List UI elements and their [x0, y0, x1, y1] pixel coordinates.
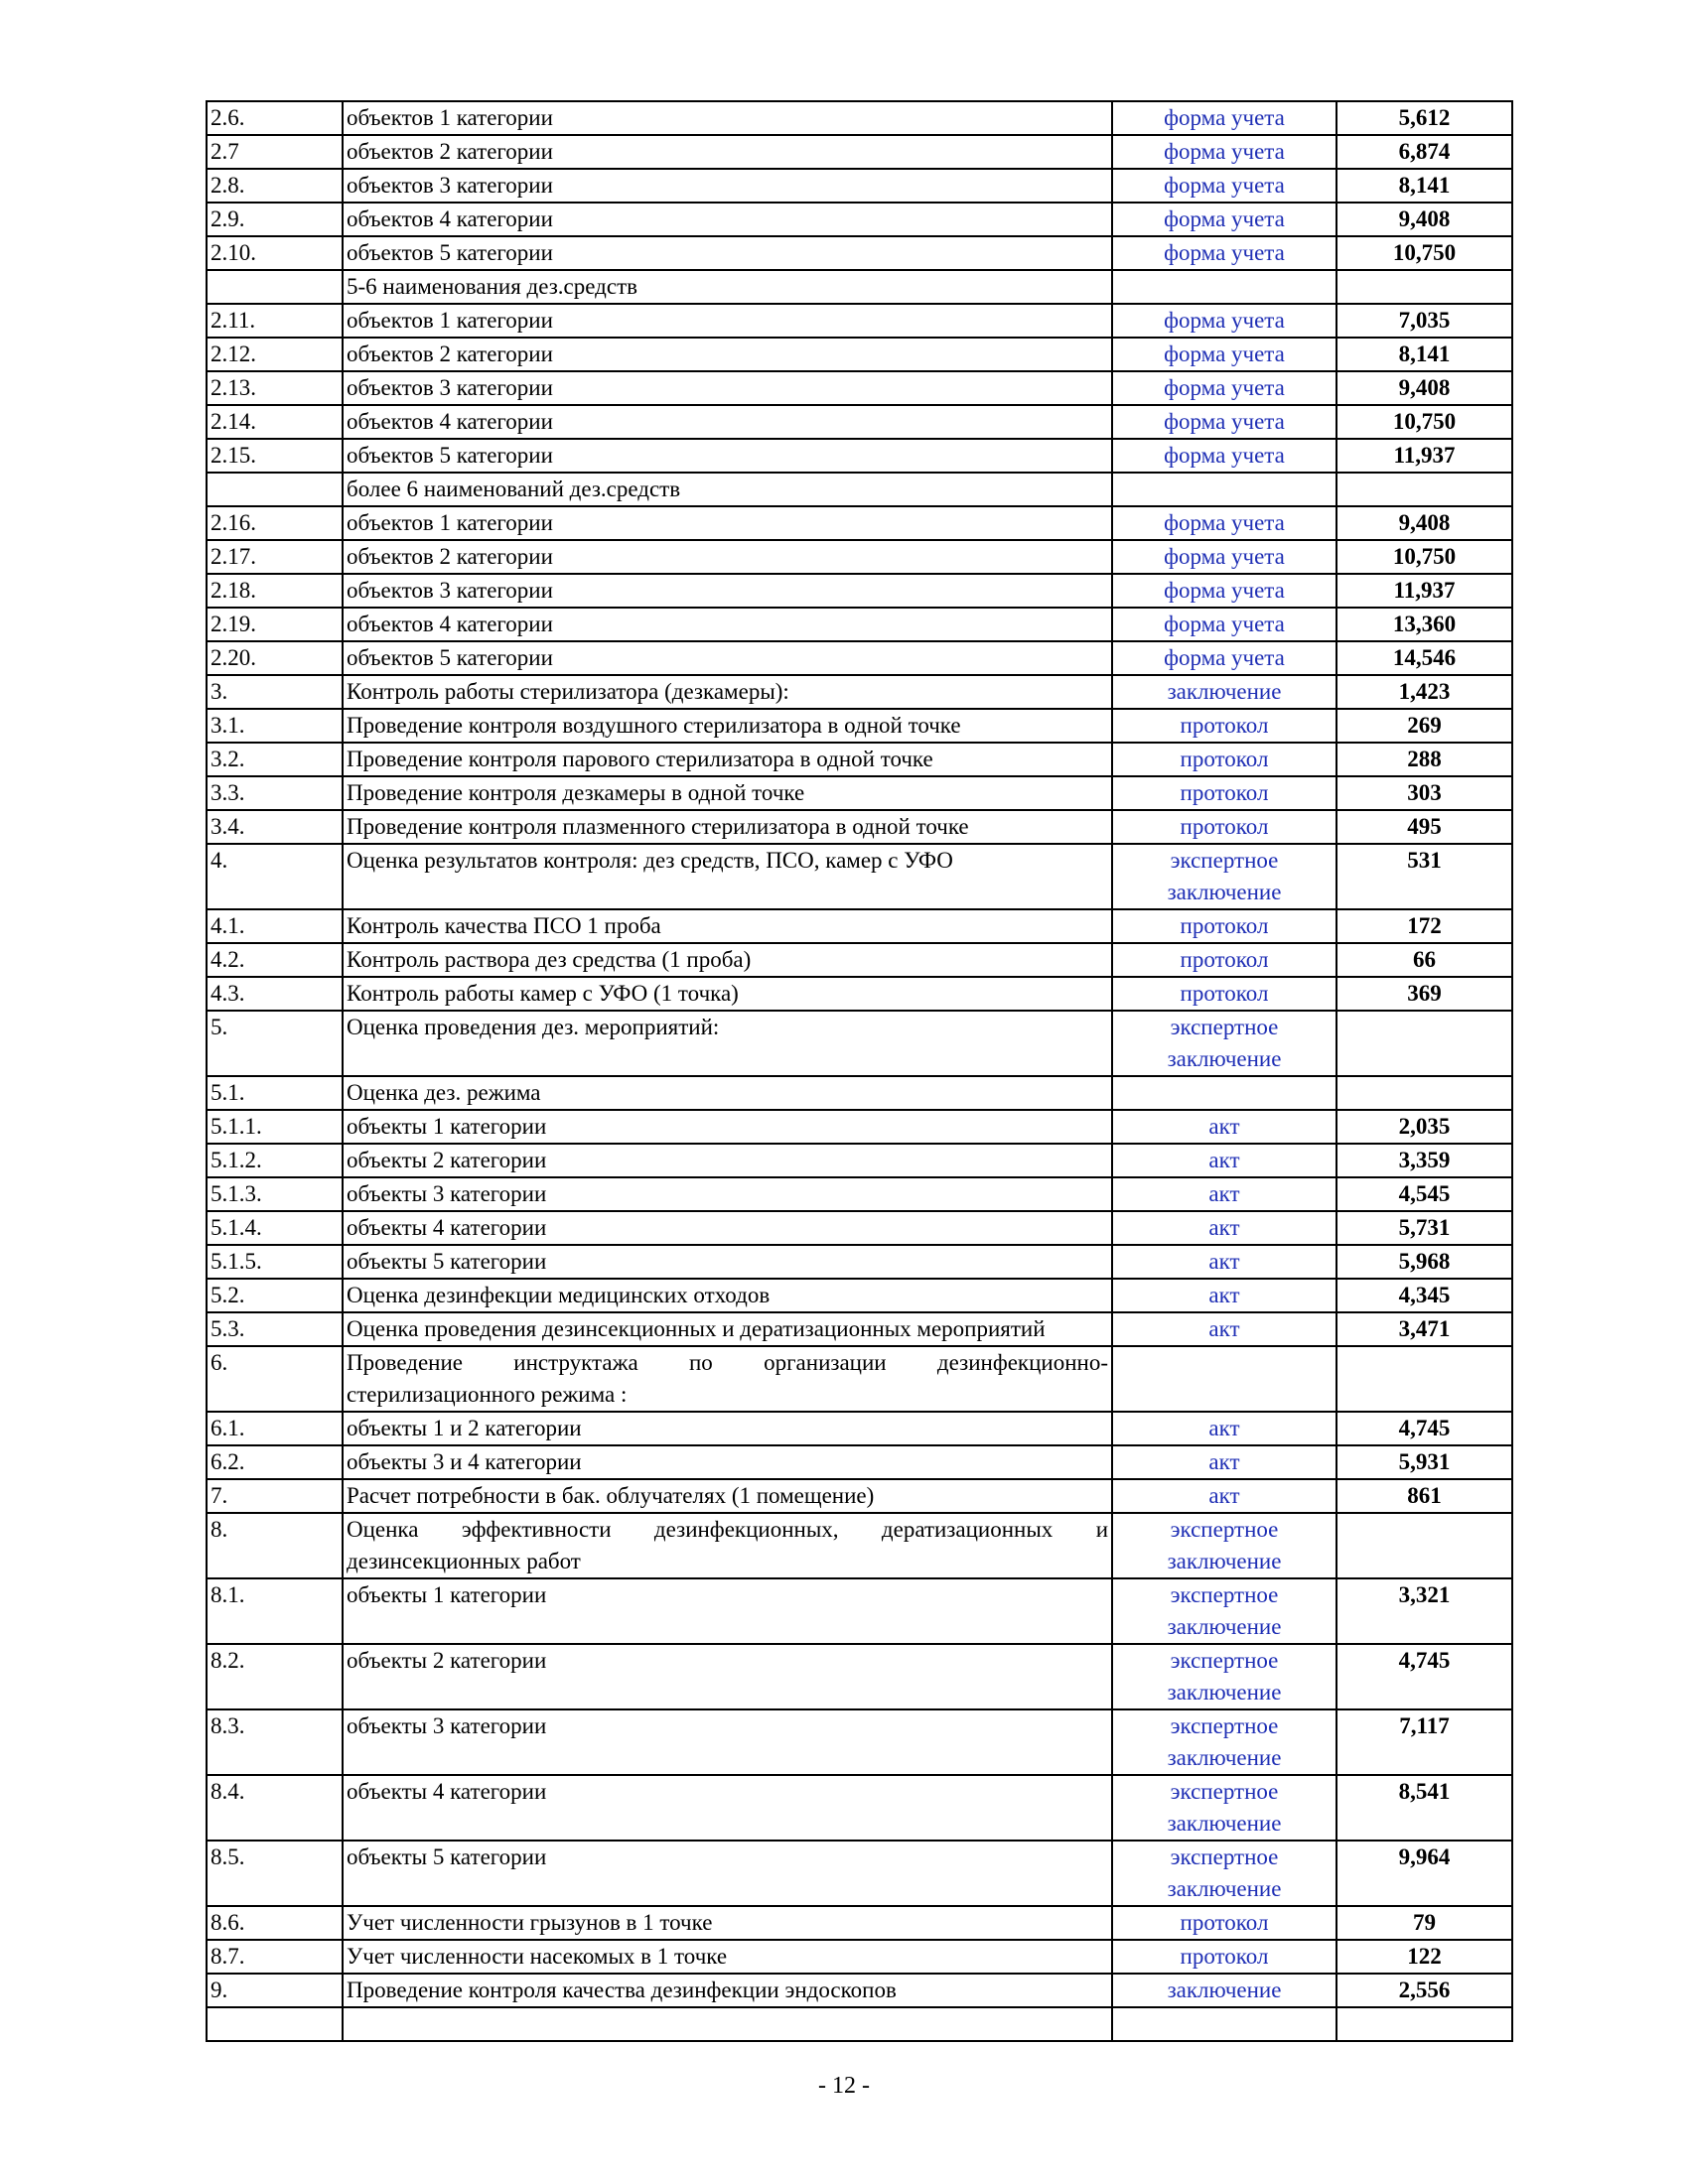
document-type-cell: форма учета: [1112, 169, 1336, 203]
price-cell: 5,612: [1336, 101, 1512, 135]
document-type-cell: [1112, 270, 1336, 304]
table-row: [207, 135, 1512, 169]
service-name-cell: Проведение контроля парового стерилизатора в одной точке: [343, 743, 1112, 776]
table-row: [207, 236, 1512, 270]
table-row: [207, 304, 1512, 338]
service-name-cell: Контроль раствора дез средства (1 проба): [343, 943, 1112, 977]
price-cell: [1336, 1011, 1512, 1076]
service-name-cell: объекты 4 категории: [343, 1775, 1112, 1841]
table-row: [207, 540, 1512, 574]
price-cell: 269: [1336, 709, 1512, 743]
table-row: [207, 1841, 1512, 1906]
price-cell: 9,408: [1336, 203, 1512, 236]
table-row: [207, 909, 1512, 943]
document-type-cell: протокол: [1112, 909, 1336, 943]
service-name-cell: Оценка дезинфекции медицинских отходов: [343, 1279, 1112, 1312]
service-name-cell: Проведение контроля воздушного стерилизатора в одной точке: [343, 709, 1112, 743]
price-table-body: [207, 101, 1512, 2041]
price-cell: 2,556: [1336, 1974, 1512, 2007]
document-type-cell: экспертное заключение: [1112, 1011, 1336, 1076]
service-name-cell: объекты 5 категории: [343, 1245, 1112, 1279]
document-type-cell: акт: [1112, 1279, 1336, 1312]
page-number: - 12 -: [818, 2073, 870, 2099]
item-number-cell: 5.1.5.: [207, 1245, 343, 1279]
price-table: [206, 100, 1513, 2042]
price-cell: [1336, 473, 1512, 506]
price-cell: 3,359: [1336, 1144, 1512, 1177]
table-row: [207, 203, 1512, 236]
table-row: [207, 1709, 1512, 1775]
price-cell: 5,731: [1336, 1211, 1512, 1245]
service-name-cell: объектов 1 категории: [343, 506, 1112, 540]
table-row: [207, 1906, 1512, 1940]
service-name-cell: объектов 3 категории: [343, 169, 1112, 203]
service-name-cell: объектов 4 категории: [343, 203, 1112, 236]
table-row: [207, 405, 1512, 439]
item-number-cell: 3.4.: [207, 810, 343, 844]
service-name-cell: Проведение контроля качества дезинфекции эндоскопов: [343, 1974, 1112, 2007]
price-cell: 122: [1336, 1940, 1512, 1974]
service-name-cell: объектов 4 категории: [343, 608, 1112, 641]
document-type-cell: акт: [1112, 1211, 1336, 1245]
service-name-cell: объектов 5 категории: [343, 236, 1112, 270]
document-type-cell: форма учета: [1112, 236, 1336, 270]
document-type-cell: форма учета: [1112, 405, 1336, 439]
service-name-cell: объекты 1 категории: [343, 1110, 1112, 1144]
table-row: [207, 1011, 1512, 1076]
document-type-cell: заключение: [1112, 1974, 1336, 2007]
service-name-cell: Проведение контроля дезкамеры в одной точке: [343, 776, 1112, 810]
table-row: [207, 1177, 1512, 1211]
price-cell: [1336, 1513, 1512, 1578]
service-name-cell: объектов 4 категории: [343, 405, 1112, 439]
service-name-cell: Учет численности грызунов в 1 точке: [343, 1906, 1112, 1940]
price-cell: 861: [1336, 1479, 1512, 1513]
document-type-cell: форма учета: [1112, 439, 1336, 473]
price-cell: [1336, 270, 1512, 304]
document-type-cell: [1112, 2007, 1336, 2041]
item-number-cell: 2.11.: [207, 304, 343, 338]
item-number-cell: 8.2.: [207, 1644, 343, 1709]
service-name-cell: Проведение контроля плазменного стерилизатора в одной точке: [343, 810, 1112, 844]
service-name-cell: объектов 3 категории: [343, 574, 1112, 608]
item-number-cell: 8.: [207, 1513, 343, 1578]
service-name-cell: более 6 наименований дез.средств: [343, 473, 1112, 506]
document-type-cell: форма учета: [1112, 135, 1336, 169]
document-type-cell: экспертное заключение: [1112, 844, 1336, 909]
document-type-cell: акт: [1112, 1144, 1336, 1177]
service-name-cell: объекты 5 категории: [343, 1841, 1112, 1906]
price-cell: 5,968: [1336, 1245, 1512, 1279]
document-type-cell: акт: [1112, 1479, 1336, 1513]
service-name-cell: объекты 1 и 2 категории: [343, 1412, 1112, 1445]
document-type-cell: экспертное заключение: [1112, 1644, 1336, 1709]
service-name-cell: Контроль работы стерилизатора (дезкамеры):: [343, 675, 1112, 709]
service-name-cell: объектов 2 категории: [343, 540, 1112, 574]
price-cell: 495: [1336, 810, 1512, 844]
service-name-cell: Оценка дез. режима: [343, 1076, 1112, 1110]
item-number-cell: 8.1.: [207, 1578, 343, 1644]
price-cell: 4,545: [1336, 1177, 1512, 1211]
item-number-cell: 3.2.: [207, 743, 343, 776]
table-row: [207, 169, 1512, 203]
document-type-cell: экспертное заключение: [1112, 1775, 1336, 1841]
price-cell: 6,874: [1336, 135, 1512, 169]
document-type-cell: заключение: [1112, 675, 1336, 709]
table-row: [207, 473, 1512, 506]
price-cell: 79: [1336, 1906, 1512, 1940]
table-row: [207, 1775, 1512, 1841]
price-cell: 10,750: [1336, 236, 1512, 270]
service-name-cell: объекты 3 и 4 категории: [343, 1445, 1112, 1479]
item-number-cell: [207, 2007, 343, 2041]
price-cell: 8,141: [1336, 169, 1512, 203]
service-name-cell: объектов 3 категории: [343, 371, 1112, 405]
price-cell: 9,408: [1336, 371, 1512, 405]
item-number-cell: 2.7: [207, 135, 343, 169]
item-number-cell: 2.18.: [207, 574, 343, 608]
table-row: [207, 1974, 1512, 2007]
table-row: [207, 810, 1512, 844]
price-cell: 531: [1336, 844, 1512, 909]
price-cell: 1,423: [1336, 675, 1512, 709]
price-cell: 5,931: [1336, 1445, 1512, 1479]
document-type-cell: форма учета: [1112, 101, 1336, 135]
table-row: [207, 1644, 1512, 1709]
table-row: [207, 1346, 1512, 1412]
service-name-cell: Учет численности насекомых в 1 точке: [343, 1940, 1112, 1974]
service-name-cell: Оценка результатов контроля: дез средств, ПСО, камер с УФО: [343, 844, 1112, 909]
table-row: [207, 101, 1512, 135]
table-row: [207, 1279, 1512, 1312]
item-number-cell: 2.14.: [207, 405, 343, 439]
document-type-cell: форма учета: [1112, 574, 1336, 608]
price-cell: 7,035: [1336, 304, 1512, 338]
document-type-cell: форма учета: [1112, 203, 1336, 236]
document-type-cell: протокол: [1112, 1906, 1336, 1940]
price-cell: 10,750: [1336, 405, 1512, 439]
table-row: [207, 574, 1512, 608]
item-number-cell: 8.7.: [207, 1940, 343, 1974]
price-cell: 66: [1336, 943, 1512, 977]
document-type-cell: форма учета: [1112, 540, 1336, 574]
document-type-cell: экспертное заключение: [1112, 1578, 1336, 1644]
item-number-cell: 5.1.2.: [207, 1144, 343, 1177]
document-type-cell: [1112, 1346, 1336, 1412]
item-number-cell: 4.2.: [207, 943, 343, 977]
table-row: [207, 977, 1512, 1011]
document-type-cell: форма учета: [1112, 506, 1336, 540]
table-row: [207, 439, 1512, 473]
table-row: [207, 2007, 1512, 2041]
service-name-cell: объекты 3 категории: [343, 1177, 1112, 1211]
table-row: [207, 743, 1512, 776]
item-number-cell: 2.13.: [207, 371, 343, 405]
document-type-cell: протокол: [1112, 743, 1336, 776]
price-cell: [1336, 1076, 1512, 1110]
service-name-cell: объекты 3 категории: [343, 1709, 1112, 1775]
item-number-cell: 6.2.: [207, 1445, 343, 1479]
table-row: [207, 1211, 1512, 1245]
price-cell: 7,117: [1336, 1709, 1512, 1775]
service-name-cell: Расчет потребности в бак. облучателях (1 помещение): [343, 1479, 1112, 1513]
item-number-cell: 5.3.: [207, 1312, 343, 1346]
document-type-cell: акт: [1112, 1412, 1336, 1445]
document-type-cell: протокол: [1112, 943, 1336, 977]
table-row: [207, 641, 1512, 675]
item-number-cell: 8.6.: [207, 1906, 343, 1940]
document-type-cell: акт: [1112, 1177, 1336, 1211]
table-row: [207, 1513, 1512, 1578]
item-number-cell: 2.6.: [207, 101, 343, 135]
document-type-cell: акт: [1112, 1312, 1336, 1346]
service-name-cell: объекты 1 категории: [343, 1578, 1112, 1644]
item-number-cell: 4.: [207, 844, 343, 909]
item-number-cell: [207, 473, 343, 506]
price-cell: 8,141: [1336, 338, 1512, 371]
table-row: [207, 371, 1512, 405]
item-number-cell: 9.: [207, 1974, 343, 2007]
service-name-cell: Оценка проведения дез. мероприятий:: [343, 1011, 1112, 1076]
document-type-cell: акт: [1112, 1110, 1336, 1144]
document-type-cell: протокол: [1112, 776, 1336, 810]
item-number-cell: 2.16.: [207, 506, 343, 540]
price-cell: 11,937: [1336, 574, 1512, 608]
service-name-cell: объектов 2 категории: [343, 135, 1112, 169]
table-row: [207, 1412, 1512, 1445]
table-row: [207, 709, 1512, 743]
price-cell: 172: [1336, 909, 1512, 943]
table-row: [207, 1110, 1512, 1144]
price-cell: 2,035: [1336, 1110, 1512, 1144]
price-cell: 303: [1336, 776, 1512, 810]
document-type-cell: протокол: [1112, 709, 1336, 743]
price-cell: 3,471: [1336, 1312, 1512, 1346]
table-row: [207, 675, 1512, 709]
item-number-cell: 2.9.: [207, 203, 343, 236]
document-type-cell: форма учета: [1112, 608, 1336, 641]
item-number-cell: 4.3.: [207, 977, 343, 1011]
service-name-cell: Оценка эффективности дезинфекционных, дератизационных и дезинсекционных работ: [343, 1513, 1112, 1578]
document-type-cell: экспертное заключение: [1112, 1513, 1336, 1578]
price-cell: 9,964: [1336, 1841, 1512, 1906]
item-number-cell: 5.: [207, 1011, 343, 1076]
item-number-cell: 2.17.: [207, 540, 343, 574]
service-name-cell: объекты 2 категории: [343, 1644, 1112, 1709]
price-cell: 9,408: [1336, 506, 1512, 540]
document-type-cell: [1112, 1076, 1336, 1110]
service-name-cell: объектов 5 категории: [343, 439, 1112, 473]
item-number-cell: 3.3.: [207, 776, 343, 810]
document-type-cell: акт: [1112, 1445, 1336, 1479]
item-number-cell: 6.: [207, 1346, 343, 1412]
item-number-cell: 5.1.4.: [207, 1211, 343, 1245]
table-row: [207, 608, 1512, 641]
item-number-cell: 5.2.: [207, 1279, 343, 1312]
document-type-cell: форма учета: [1112, 641, 1336, 675]
service-name-cell: Контроль качества ПСО 1 проба: [343, 909, 1112, 943]
item-number-cell: 8.5.: [207, 1841, 343, 1906]
item-number-cell: 5.1.3.: [207, 1177, 343, 1211]
table-row: [207, 1940, 1512, 1974]
price-cell: [1336, 1346, 1512, 1412]
service-name-cell: объекты 2 категории: [343, 1144, 1112, 1177]
document-type-cell: протокол: [1112, 977, 1336, 1011]
service-name-cell: объектов 1 категории: [343, 101, 1112, 135]
document-type-cell: протокол: [1112, 1940, 1336, 1974]
item-number-cell: 2.19.: [207, 608, 343, 641]
table-row: [207, 776, 1512, 810]
table-row: [207, 1479, 1512, 1513]
item-number-cell: 3.1.: [207, 709, 343, 743]
price-cell: 10,750: [1336, 540, 1512, 574]
price-cell: 3,321: [1336, 1578, 1512, 1644]
document-type-cell: акт: [1112, 1245, 1336, 1279]
item-number-cell: 5.1.1.: [207, 1110, 343, 1144]
price-cell: 14,546: [1336, 641, 1512, 675]
item-number-cell: 3.: [207, 675, 343, 709]
item-number-cell: 2.10.: [207, 236, 343, 270]
table-row: [207, 338, 1512, 371]
item-number-cell: 8.4.: [207, 1775, 343, 1841]
price-cell: 13,360: [1336, 608, 1512, 641]
table-row: [207, 844, 1512, 909]
service-name-cell: объекты 4 категории: [343, 1211, 1112, 1245]
table-row: [207, 1245, 1512, 1279]
table-row: [207, 943, 1512, 977]
service-name-cell: объектов 5 категории: [343, 641, 1112, 675]
service-name-cell: 5-6 наименования дез.средств: [343, 270, 1112, 304]
table-row: [207, 506, 1512, 540]
document-type-cell: форма учета: [1112, 304, 1336, 338]
table-row: [207, 1578, 1512, 1644]
item-number-cell: 5.1.: [207, 1076, 343, 1110]
item-number-cell: 2.15.: [207, 439, 343, 473]
service-name-cell: Оценка проведения дезинсекционных и дератизационных мероприятий: [343, 1312, 1112, 1346]
price-cell: 4,745: [1336, 1412, 1512, 1445]
service-name-cell: [343, 2007, 1112, 2041]
item-number-cell: 2.20.: [207, 641, 343, 675]
document-type-cell: форма учета: [1112, 338, 1336, 371]
document-type-cell: протокол: [1112, 810, 1336, 844]
price-cell: 4,745: [1336, 1644, 1512, 1709]
price-cell: 11,937: [1336, 439, 1512, 473]
item-number-cell: 7.: [207, 1479, 343, 1513]
price-cell: 4,345: [1336, 1279, 1512, 1312]
document-type-cell: экспертное заключение: [1112, 1709, 1336, 1775]
price-cell: [1336, 2007, 1512, 2041]
document-type-cell: форма учета: [1112, 371, 1336, 405]
item-number-cell: [207, 270, 343, 304]
item-number-cell: 6.1.: [207, 1412, 343, 1445]
service-name-cell: объектов 1 категории: [343, 304, 1112, 338]
price-cell: 369: [1336, 977, 1512, 1011]
price-cell: 288: [1336, 743, 1512, 776]
table-row: [207, 1076, 1512, 1110]
item-number-cell: 2.12.: [207, 338, 343, 371]
table-row: [207, 1445, 1512, 1479]
document-type-cell: экспертное заключение: [1112, 1841, 1336, 1906]
table-row: [207, 1312, 1512, 1346]
price-cell: 8,541: [1336, 1775, 1512, 1841]
table-row: [207, 1144, 1512, 1177]
table-row: [207, 270, 1512, 304]
item-number-cell: 2.8.: [207, 169, 343, 203]
document-type-cell: [1112, 473, 1336, 506]
service-name-cell: Контроль работы камер с УФО (1 точка): [343, 977, 1112, 1011]
service-name-cell: Проведение инструктажа по организации дезинфекционно-стерилизационного режима :: [343, 1346, 1112, 1412]
item-number-cell: 4.1.: [207, 909, 343, 943]
item-number-cell: 8.3.: [207, 1709, 343, 1775]
service-name-cell: объектов 2 категории: [343, 338, 1112, 371]
